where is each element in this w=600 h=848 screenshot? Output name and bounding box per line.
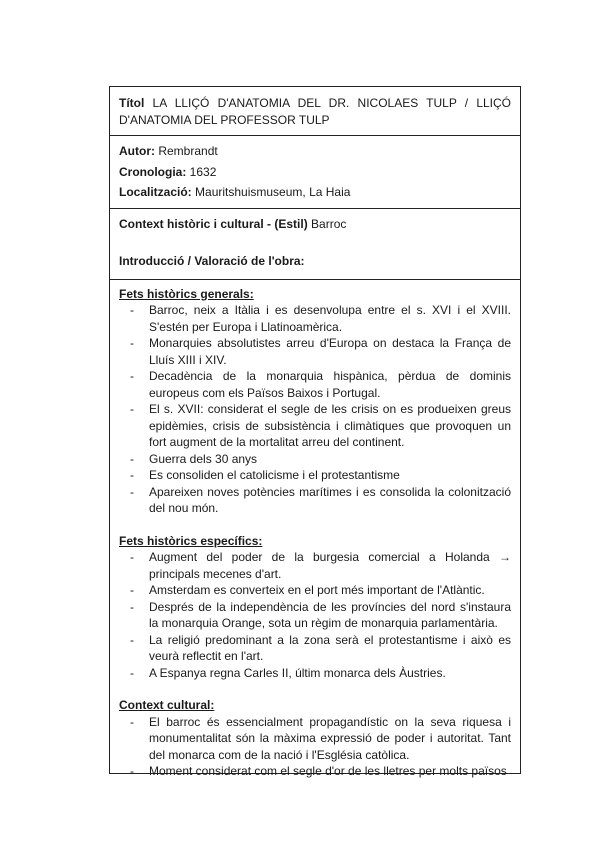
chronology-row <box>119 164 511 181</box>
list-item: - Decadència de la monarquia hispànica, pèrdua de dominis europeus com els Països Baixos i Portugal. <box>119 368 511 401</box>
list-item: - Monarquies absolutistes arreu d'Europa on destaca la França de Lluís XIII i XIV. <box>119 335 511 368</box>
cultural-context-heading: Context cultural: <box>119 698 215 712</box>
list-item: - Augment del poder de la burgesia comercial a Holanda → principals mecenes d'art. <box>119 549 511 582</box>
specific-facts-heading: Fets històrics específics: <box>119 533 263 548</box>
list-item: - Apareixen noves potències marítimes i es consolida la colonització del nou món. <box>119 484 511 517</box>
specific-facts-list <box>119 549 511 681</box>
chronology-value: 1632 <box>189 164 217 179</box>
context-label: Context històric i cultural - (Estil) <box>119 216 308 231</box>
context-section <box>110 209 520 280</box>
list-item: - El barroc és essencialment propagandístic on la seva riquesa i monumentalitat són la màxima expressió de poder i autoritat. Tant del monarca com de la nació i l'Església catòlica. <box>119 714 511 764</box>
cultural-context-list <box>119 714 511 780</box>
context-row <box>119 216 511 233</box>
list-item: - Moment considerat com el segle d'or de les lletres per molts països <box>119 763 511 780</box>
list-item: - Després de la independència de les províncies del nord s'instaura la monarquia Orange, sota un règim de monarquia parlamentària. <box>119 599 511 632</box>
list-item: - Guerra dels 30 anys <box>119 451 511 468</box>
location-label: Localització: <box>119 185 192 199</box>
author-value: Rembrandt <box>158 144 218 158</box>
style-value: Barroc <box>311 216 347 231</box>
list-item: - A Espanya regna Carles II, últim monarca dels Àustries. <box>119 665 511 682</box>
location-row <box>119 184 511 201</box>
chronology-label: Cronologia: <box>119 164 187 179</box>
general-facts-heading: Fets històrics generals: <box>119 286 254 301</box>
intro-label: Introducció / Valoració de l'obra: <box>119 254 305 268</box>
list-item: - Es consoliden el catolicisme i el protestantisme <box>119 467 511 484</box>
facts-section <box>110 280 520 787</box>
author-label: Autor: <box>119 144 155 158</box>
list-item: - El s. XVII: considerat el segle de les crisis on es produeixen greus epidèmies, crisis de subsistència i climàtiques que provoquen un fort augment de la mortalitat arreu del continent. <box>119 401 511 451</box>
intro-row <box>119 253 511 270</box>
list-item: - La religió predominant a la zona serà el protestantisme i això es veurà reflectit en l'art. <box>119 632 511 665</box>
title-section <box>110 87 520 136</box>
info-section <box>110 136 520 209</box>
artwork-title: LA LLIÇÓ D'ANATOMIA DEL DR. NICOLAES TULP / LLIÇÓ D'ANATOMIA DEL PROFESSOR TULP <box>119 96 511 127</box>
artwork-sheet <box>109 86 521 778</box>
location-value: Mauritshuismuseum, La Haia <box>195 185 351 199</box>
general-facts-list <box>119 302 511 517</box>
list-item: - Amsterdam es converteix en el port més important de l'Atlàntic. <box>119 582 511 599</box>
author-row <box>119 143 511 160</box>
list-item: - Barroc, neix a Itàlia i es desenvolupa entre el s. XVI i el XVIII. S'estén per Europa i Llatinoamèrica. <box>119 302 511 335</box>
title-label: Títol <box>119 96 145 110</box>
